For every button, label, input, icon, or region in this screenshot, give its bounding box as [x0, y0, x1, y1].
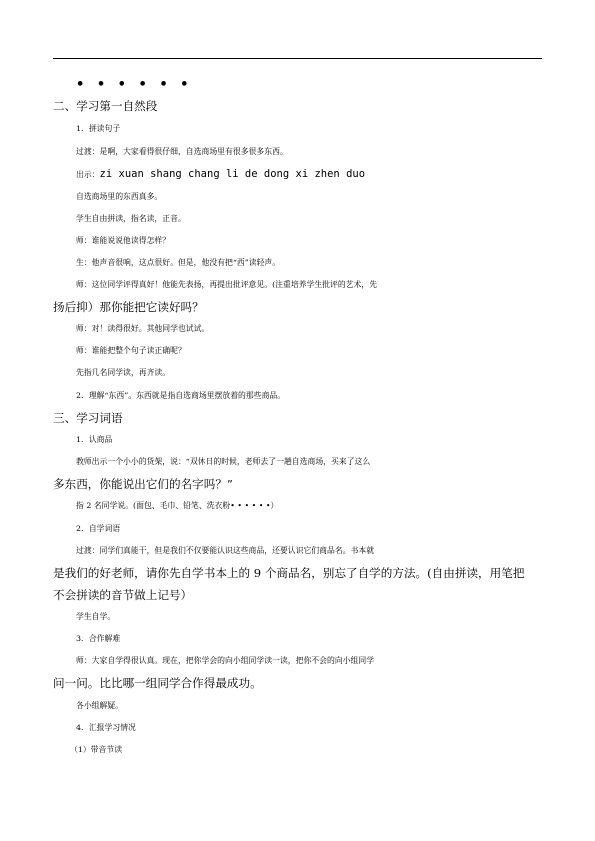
paragraph-continuation: 扬后抑）那你能把它读好吗？ — [53, 300, 204, 314]
list-item: 3．合作解难 — [76, 634, 121, 643]
list-item: 2．理解“东西”。东西就是指自选商场里摆放着的那些商品。 — [76, 391, 286, 400]
list-item: 1．拼读句子 — [76, 124, 121, 133]
paragraph: 各小组解疑。 — [76, 701, 124, 710]
paragraph: 先指几名同学读，再齐读。 — [76, 368, 171, 377]
list-item: 2．自学词语 — [76, 524, 121, 533]
section-heading: 三、学习词语 — [53, 411, 123, 425]
list-item: 1．认商品 — [76, 435, 113, 444]
paragraph: 指 2 名同学说。(面包、毛巾、铅笔、洗衣粉• • • • • •） — [76, 501, 279, 510]
paragraph-continuation: 是我们的好老师，请你先自学书本上的 9 个商品名，别忘了自学的方法。(自由拼读，用笔把 — [53, 566, 525, 580]
paragraph: 生：他声音很响，这点很好。但是，他没有把“西”读轻声。 — [76, 258, 281, 267]
paragraph: 学生自由拼读，指名读，正音。 — [76, 214, 186, 223]
paragraph: 过渡：是啊，大家看得很仔细，自选商场里有很多很多东西。 — [76, 147, 288, 156]
paragraph: 师：对！读得很好。其他同学也试试。 — [76, 324, 210, 333]
pinyin-label: 出示： — [76, 170, 100, 179]
paragraph-continuation: 不会拼读的音节做上记号） — [53, 588, 193, 602]
pinyin-text: zi xuan shang chang li de dong xi zhen duo — [99, 168, 366, 180]
paragraph: 过渡：同学们真能干，但是我们不仅要能认识这些商品，还要认识它们商品名。书本就 — [76, 546, 375, 555]
ellipsis-dots: • • • • • • — [76, 77, 193, 92]
pinyin-line — [76, 166, 565, 183]
paragraph: 师：这位同学评得真好！他能先表扬，再提出批评意见。(注重培养学生批评的艺术，先 — [76, 280, 378, 289]
paragraph-continuation: 问一问。比比哪一组同学合作得最成功。 — [53, 676, 262, 690]
header-rule — [53, 58, 542, 59]
list-item: 4．汇报学习情况 — [76, 723, 136, 732]
paragraph: 师：谁能说说他读得怎样？ — [76, 236, 171, 245]
paragraph: 师：大家自学得很认真。现在，把你学会的向小组同学读一读，把你不会的向小组同学 — [76, 656, 375, 665]
paragraph: 师：谁能把整个句子读正确呢？ — [76, 346, 186, 355]
paragraph: 学生自学。 — [76, 612, 116, 621]
section-heading: 二、学习第一自然段 — [53, 99, 158, 113]
sub-list-item: （1）带音节读 — [70, 745, 123, 754]
paragraph-continuation: 多东西，你能说出它们的名字吗？” — [53, 477, 233, 491]
paragraph: 自选商场里的东西真多。 — [76, 192, 163, 201]
paragraph: 教师出示一个小小的货架，说：“双休日的时候，老师去了一趟自选商场，买来了这么 — [76, 457, 371, 466]
